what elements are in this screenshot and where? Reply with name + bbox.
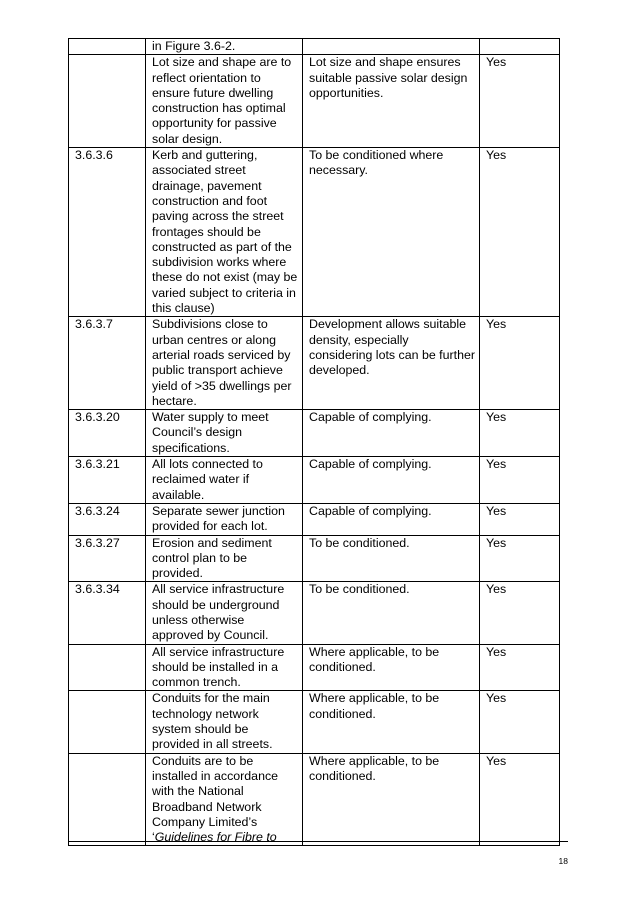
complies-cell: Yes [480,535,560,582]
response-cell [303,39,480,55]
complies-cell: Yes [480,457,560,504]
response-cell: To be conditioned where necessary. [303,148,480,317]
requirement-cell [146,39,303,55]
requirement-text: Subdivisions close to urban centres or along arterial roads serviced by public transport achieve yield of >35 dwellings per hectare. [152,317,292,408]
clause-cell [69,39,146,55]
requirement-cell [146,582,303,644]
complies-cell: Yes [480,503,560,535]
table-row [69,753,560,846]
response-cell: To be conditioned. [303,535,480,582]
clause-cell: 3.6.3.7 [69,317,146,410]
requirement-cell [146,503,303,535]
clause-cell: 3.6.3.34 [69,582,146,644]
response-cell: Where applicable, to be conditioned. [303,644,480,691]
complies-cell: Yes [480,410,560,457]
clause-cell: 3.6.3.21 [69,457,146,504]
requirement-cell [146,55,303,148]
requirement-cell [146,753,303,846]
table-row [69,39,560,55]
clause-cell [69,644,146,691]
requirement-cell [146,317,303,410]
requirement-text: Water supply to meet Council’s design specifications. [152,410,269,455]
requirement-text: All lots connected to reclaimed water if available. [152,457,263,502]
requirement-cell [146,457,303,504]
requirement-text: Lot size and shape are to reflect orientation to ensure future dwelling construction has optimal opportunity for passive solar design. [152,55,292,146]
complies-cell: Yes [480,582,560,644]
requirement-text: Separate sewer junction provided for each lot. [152,503,285,534]
requirement-text: All service infrastructure should be underground unless otherwise approved by Council. [152,582,285,643]
clause-cell: 3.6.3.27 [69,535,146,582]
table-row [69,410,560,457]
clause-cell [69,753,146,846]
response-cell: Where applicable, to be conditioned. [303,753,480,846]
clause-cell: 3.6.3.20 [69,410,146,457]
response-cell: Lot size and shape ensures suitable passive solar design opportunities. [303,55,480,148]
response-cell: Development allows suitable density, especially considering lots can be further developed. [303,317,480,410]
compliance-table [68,38,560,846]
requirement-cell [146,644,303,691]
table-row [69,691,560,753]
clause-cell: 3.6.3.24 [69,503,146,535]
table-row [69,457,560,504]
complies-cell: Yes [480,753,560,846]
table-row [69,148,560,317]
table-row [69,535,560,582]
response-cell: Capable of complying. [303,410,480,457]
clause-cell: 3.6.3.6 [69,148,146,317]
requirement-text: All service infrastructure should be installed in a common trench. [152,644,285,690]
page-number: 18 [558,856,568,866]
requirement-cell [146,148,303,317]
requirement-text: Conduits are to be installed in accordance with the National Broadband Network Company Limited’s ‘ [152,753,279,845]
requirement-text: Kerb and guttering, associated street drainage, pavement construction and foot paving across the street frontages should be constructed as part of the subdivision works where these do not exist (may be varied subject to criteria in this clause) [152,148,298,316]
requirement-text: in Figure 3.6-2. [152,39,236,53]
complies-cell: Yes [480,148,560,317]
requirement-italic-text: Guidelines for Fibre to [154,830,277,845]
table-row [69,503,560,535]
requirement-text: Conduits for the main technology network system should be provided in all streets. [152,691,273,752]
clause-cell [69,55,146,148]
footer-divider [68,841,568,842]
complies-cell: Yes [480,317,560,410]
table-row [69,317,560,410]
response-cell: Capable of complying. [303,457,480,504]
complies-cell [480,39,560,55]
response-cell: Capable of complying. [303,503,480,535]
complies-cell: Yes [480,644,560,691]
table-row [69,644,560,691]
clause-cell [69,691,146,753]
response-cell: To be conditioned. [303,582,480,644]
requirement-cell [146,410,303,457]
requirement-cell [146,535,303,582]
requirement-cell [146,691,303,753]
complies-cell: Yes [480,55,560,148]
complies-cell: Yes [480,691,560,753]
response-cell: Where applicable, to be conditioned. [303,691,480,753]
requirement-text: Erosion and sediment control plan to be provided. [152,535,272,581]
table-row [69,55,560,148]
table-row [69,582,560,644]
